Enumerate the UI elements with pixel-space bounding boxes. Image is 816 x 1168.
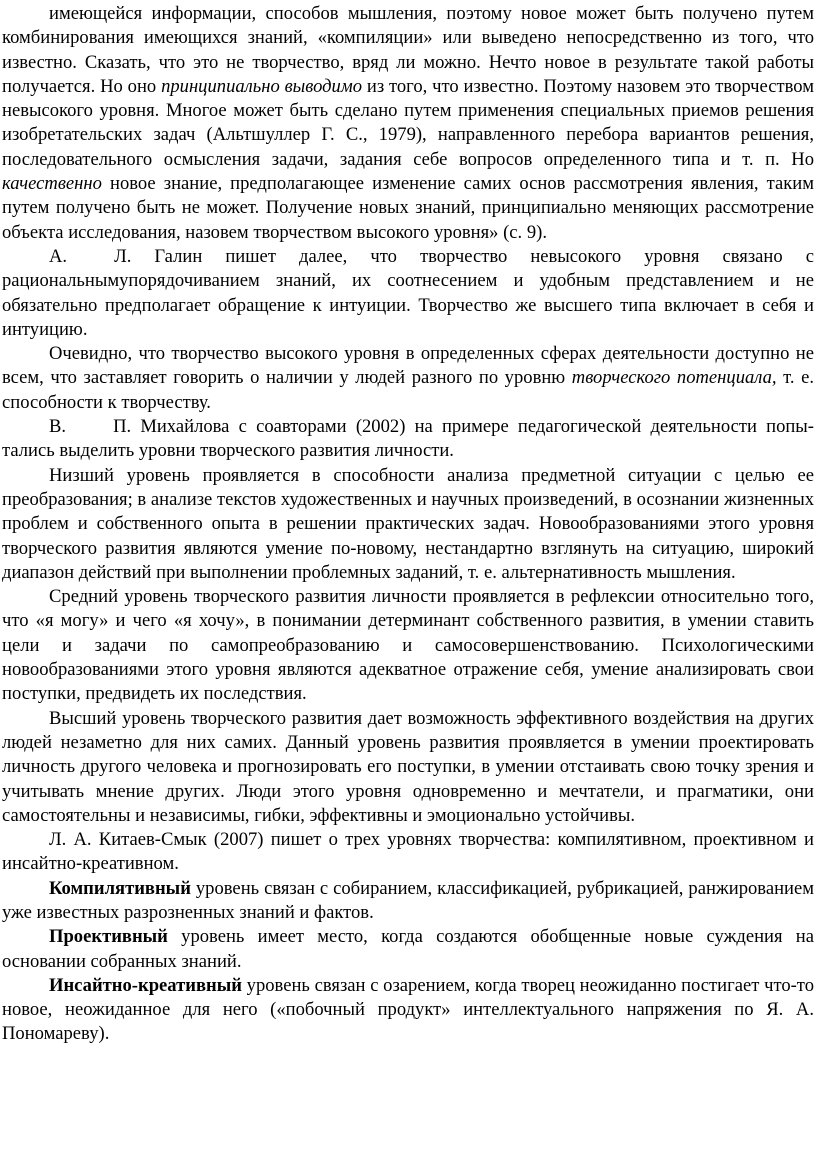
paragraph-projective bbox=[2, 925, 814, 974]
text-run: Очевидно, что творчество высокого уровня в определенных сферах деятельности доступно не всем, что заставляет говорить о наличии у людей разного по уровню bbox=[2, 343, 814, 389]
text-run: уровень связан с озарением, когда творец неожиданно постигает что-то новое, неожиданное для него («побочный продукт» интеллектуального напряжения по Я. А. Пономареву). bbox=[2, 974, 814, 1045]
paragraph-middle-level bbox=[2, 585, 814, 706]
text-run: Л. А. Китаев-Смык (2007) пишет о трех уровнях творчества: компилятивном, проективном и инсайтно-креативном. bbox=[2, 829, 814, 875]
paragraph-high-level bbox=[2, 707, 814, 828]
bold-term: Проективный bbox=[49, 926, 168, 948]
text-run: из того, что известно. Поэтому назовем это творчеством невысокого уровня. Многое может быть сделано путем применения специальных приемов решения изобретательских задач (Альтшуллер Г. С., 1979), направленного перебора вариантов решения, последовательного осмысления задачи, задания себе вопросов определенного типа и т. п. Но bbox=[2, 75, 814, 170]
text-run: Низший уровень проявляется в способности анализа предметной ситуации с целью ее преобразования; в анализе текстов художественных и научных произведений, в осознании жизненных проблем и собственного опыта в решении практических задач. Новообразованиями этого уровня творческого развития являются умение по-новому, нестандартно взглянуть на ситуацию, широкий диапазон действий при выполнении проблемных заданий, т. е. альтернативность мышления. bbox=[2, 464, 814, 583]
paragraph-creative-potential bbox=[2, 342, 814, 415]
italic-emphasis: качественно bbox=[2, 173, 102, 195]
text-run: Л. Галин пишет далее, что творчество невысокого уровня связано с рациональнымупорядочиванием знаний, их соотнесением и удобным представлением и не обязательно предполагает обращение к интуиции. Творчество же высшего типа включает в себя и интуицию. bbox=[2, 245, 814, 340]
paragraph-compilative bbox=[2, 877, 814, 926]
paragraph-continuation bbox=[2, 2, 814, 245]
text-run: новое знание, предполагающее изменение самих основ рассмотрения явления, таким путем получено быть не может. Получение новых знаний, принципиально меняющих рассмотрение объекта исследования, назовем творчеством высокого уровня» (с. 9). bbox=[2, 173, 814, 243]
bold-term: Компилятивный bbox=[49, 877, 191, 899]
text-run: уровень имеет место, когда создаются обобщенные новые суждения на основании собранных знаний. bbox=[2, 926, 814, 972]
text-run: Высший уровень творческого развития дает возможность эффективного воздействия на других людей незаметно для них самих. Данный уровень развития проявляется в умении проектировать личность другого человека и прогнозировать его поступки, в умении отстаивать свою точку зрения и учитывать мнение других. Люди этого уровня одновременно и мечтатели, и прагматики, они самостоятельны и независимы, гибки, эффективны и эмоционально устойчивы. bbox=[2, 707, 814, 826]
paragraph-low-level bbox=[2, 464, 814, 585]
text-run: уровень связан с собиранием, классификацией, рубрикацией, ранжированием уже известных разрозненных знаний и фактов. bbox=[2, 877, 814, 923]
initial-letter: В. bbox=[49, 416, 67, 438]
text-run: Средний уровень творческого развития личности проявляется в рефлексии относительно того, что «я могу» и чего «я хочу», в понимании детерминант собственного развития, в умении ставить цели и задачи по самопреобразованию и самосовершенствованию. Психологическими новообразованиями этого уровня являются адекватное отражение себя, умение анализировать свои поступки, предвидеть их последствия. bbox=[2, 586, 814, 705]
text-run: т. е. способности к творчеству. bbox=[2, 367, 814, 413]
bold-term: Инсайтно-креативный bbox=[49, 974, 242, 996]
italic-emphasis: творческого потенциала, bbox=[571, 367, 777, 389]
paragraph-insight-creative bbox=[2, 974, 814, 1047]
paragraph-galin bbox=[2, 245, 814, 342]
paragraph-mikhailova bbox=[2, 415, 814, 464]
paragraph-kitaev-smyk bbox=[2, 828, 814, 877]
italic-emphasis: принципиально выводимо bbox=[161, 75, 363, 97]
text-run: имеющейся информации, способов мышления, поэтому новое может быть получено путем комбинирования имеющихся знаний, «компиляции» или выведено непосредственно из того, что известно. Сказать, что это не творчество, вряд ли можно. Нечто новое в результате такой работы получается. Но оно bbox=[2, 3, 814, 97]
text-run: П. Михайлова с соавторами (2002) на примере педагогической деятельности попы-тались выделить уровни творческого развития личности. bbox=[2, 416, 814, 462]
initial-letter: А. bbox=[49, 245, 68, 267]
